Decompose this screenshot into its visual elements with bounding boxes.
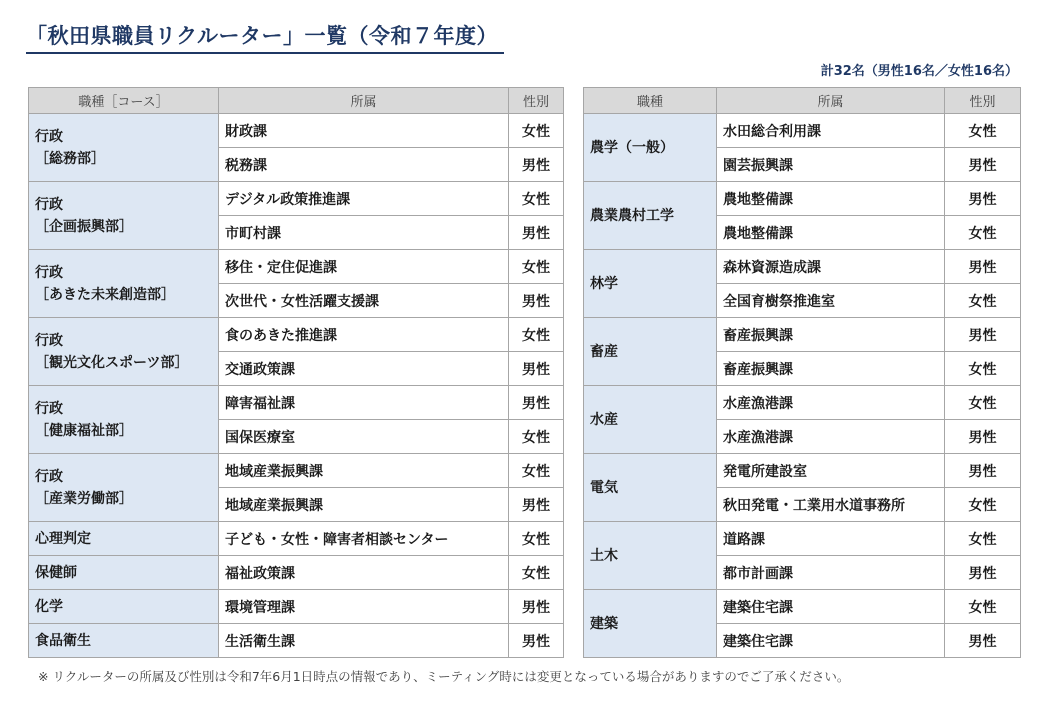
job-category-line: ［健康福祉部］ — [35, 422, 133, 439]
department-cell: 道路課 — [717, 522, 945, 556]
department-cell: 生活衛生課 — [219, 624, 509, 658]
job-category-cell — [29, 114, 219, 182]
job-category-cell — [29, 182, 219, 250]
job-category-line: 農業農村工学 — [590, 207, 674, 224]
table-header-row — [29, 88, 564, 114]
gender-cell: 男性 — [945, 420, 1021, 454]
department-cell: 食のあきた推進課 — [219, 318, 509, 352]
gender-cell: 男性 — [509, 488, 564, 522]
department-cell: 税務課 — [219, 148, 509, 182]
job-category-line: 心理判定 — [35, 530, 91, 547]
department-cell: 農地整備課 — [717, 182, 945, 216]
gender-cell: 女性 — [945, 386, 1021, 420]
gender-cell: 女性 — [509, 182, 564, 216]
job-category-cell — [29, 386, 219, 454]
recruiter-table-right — [583, 87, 1021, 658]
job-category-line: 建築 — [590, 615, 618, 632]
gender-cell: 女性 — [945, 522, 1021, 556]
table-body-left — [29, 114, 564, 658]
header-department: 所属 — [717, 88, 945, 114]
gender-cell: 男性 — [509, 148, 564, 182]
header-job-type: 職種［コース］ — [29, 88, 219, 114]
gender-cell: 男性 — [945, 182, 1021, 216]
department-cell: 都市計画課 — [717, 556, 945, 590]
department-cell: 地域産業振興課 — [219, 488, 509, 522]
table-row — [584, 182, 1021, 216]
gender-cell: 女性 — [945, 352, 1021, 386]
job-category-cell — [584, 318, 717, 386]
department-cell: 福祉政策課 — [219, 556, 509, 590]
department-cell: 移住・定住促進課 — [219, 250, 509, 284]
job-category-cell — [584, 250, 717, 318]
gender-cell: 女性 — [945, 216, 1021, 250]
table-row — [584, 454, 1021, 488]
gender-cell: 女性 — [945, 488, 1021, 522]
department-cell: 子ども・女性・障害者相談センター — [219, 522, 509, 556]
job-category-cell — [584, 114, 717, 182]
department-cell: 財政課 — [219, 114, 509, 148]
department-cell: 畜産振興課 — [717, 352, 945, 386]
gender-cell: 女性 — [945, 590, 1021, 624]
header-department: 所属 — [219, 88, 509, 114]
job-category-line: ［産業労働部］ — [35, 490, 133, 507]
gender-cell: 男性 — [509, 284, 564, 318]
job-category-line: 農学（一般） — [590, 139, 674, 156]
job-category-line: 畜産 — [590, 343, 618, 360]
gender-cell: 女性 — [509, 318, 564, 352]
department-cell: 次世代・女性活躍支援課 — [219, 284, 509, 318]
table-row — [29, 318, 564, 352]
gender-cell: 男性 — [509, 386, 564, 420]
job-category-line: ［観光文化スポーツ部］ — [35, 354, 189, 371]
department-cell: 発電所建設室 — [717, 454, 945, 488]
department-cell: 交通政策課 — [219, 352, 509, 386]
table-row — [29, 182, 564, 216]
gender-cell: 女性 — [945, 284, 1021, 318]
department-cell: 障害福祉課 — [219, 386, 509, 420]
job-category-line: ［総務部］ — [35, 150, 105, 167]
department-cell: 水田総合利用課 — [717, 114, 945, 148]
gender-cell: 男性 — [509, 352, 564, 386]
gender-cell: 女性 — [509, 114, 564, 148]
job-category-line: 行政 — [35, 196, 63, 213]
table-row — [584, 386, 1021, 420]
department-cell: 園芸振興課 — [717, 148, 945, 182]
job-category-cell — [29, 624, 219, 658]
gender-cell: 女性 — [509, 250, 564, 284]
department-cell: 農地整備課 — [717, 216, 945, 250]
table-row — [29, 590, 564, 624]
department-cell: 環境管理課 — [219, 590, 509, 624]
job-category-line: 行政 — [35, 332, 63, 349]
table-row — [29, 250, 564, 284]
job-category-cell — [584, 386, 717, 454]
job-category-line: 行政 — [35, 400, 63, 417]
job-category-line: 化学 — [35, 598, 63, 615]
job-category-line: 林学 — [590, 275, 618, 292]
gender-cell: 女性 — [509, 420, 564, 454]
table-header-row — [584, 88, 1021, 114]
table-row — [584, 114, 1021, 148]
department-cell: 市町村課 — [219, 216, 509, 250]
gender-cell: 女性 — [509, 454, 564, 488]
page-title: 「秋田県職員リクルーター」一覧（令和７年度） — [26, 20, 504, 54]
gender-cell: 男性 — [945, 148, 1021, 182]
recruiter-table-left — [28, 87, 564, 658]
job-category-cell — [29, 556, 219, 590]
department-cell: 畜産振興課 — [717, 318, 945, 352]
table-row — [29, 522, 564, 556]
job-category-line: 水産 — [590, 411, 618, 428]
gender-cell: 女性 — [509, 522, 564, 556]
table-row — [29, 114, 564, 148]
footnote: ※ リクルーターの所属及び性別は令和7年6月1日時点の情報であり、ミーティング時には変更となっている場合がありますのでご了承ください。 — [38, 669, 850, 684]
job-category-cell — [584, 590, 717, 658]
header-gender: 性別 — [945, 88, 1021, 114]
total-count: 計32名（男性16名／女性16名） — [820, 64, 1018, 79]
gender-cell: 男性 — [509, 590, 564, 624]
job-category-line: 電気 — [590, 479, 618, 496]
department-cell: 全国育樹祭推進室 — [717, 284, 945, 318]
gender-cell: 男性 — [509, 624, 564, 658]
job-category-cell — [584, 454, 717, 522]
job-category-line: 保健師 — [35, 564, 77, 581]
header-gender: 性別 — [509, 88, 564, 114]
job-category-cell — [29, 590, 219, 624]
gender-cell: 男性 — [945, 250, 1021, 284]
table-row — [584, 318, 1021, 352]
department-cell: 水産漁港課 — [717, 386, 945, 420]
job-category-line: 行政 — [35, 128, 63, 145]
department-cell: 建築住宅課 — [717, 590, 945, 624]
job-category-line: 行政 — [35, 468, 63, 485]
job-category-cell — [584, 182, 717, 250]
job-category-cell — [29, 522, 219, 556]
table-row — [29, 454, 564, 488]
department-cell: 秋田発電・工業用水道事務所 — [717, 488, 945, 522]
job-category-line: 食品衛生 — [35, 632, 91, 649]
gender-cell: 男性 — [945, 624, 1021, 658]
gender-cell: 男性 — [945, 454, 1021, 488]
gender-cell: 男性 — [509, 216, 564, 250]
job-category-line: 土木 — [590, 547, 618, 564]
job-category-cell — [29, 454, 219, 522]
gender-cell: 男性 — [945, 556, 1021, 590]
gender-cell: 男性 — [945, 318, 1021, 352]
gender-cell: 女性 — [945, 114, 1021, 148]
department-cell: 地域産業振興課 — [219, 454, 509, 488]
job-category-cell — [29, 318, 219, 386]
table-row — [29, 556, 564, 590]
table-row — [584, 590, 1021, 624]
gender-cell: 女性 — [509, 556, 564, 590]
department-cell: 建築住宅課 — [717, 624, 945, 658]
department-cell: 国保医療室 — [219, 420, 509, 454]
job-category-line: 行政 — [35, 264, 63, 281]
job-category-cell — [29, 250, 219, 318]
department-cell: 水産漁港課 — [717, 420, 945, 454]
table-row — [29, 624, 564, 658]
header-job-type: 職種 — [584, 88, 717, 114]
job-category-line: ［企画振興部］ — [35, 218, 133, 235]
table-body-right — [584, 114, 1021, 658]
table-row — [584, 522, 1021, 556]
table-row — [584, 250, 1021, 284]
department-cell: 森林資源造成課 — [717, 250, 945, 284]
job-category-line: ［あきた未来創造部］ — [35, 286, 175, 303]
department-cell: デジタル政策推進課 — [219, 182, 509, 216]
table-row — [29, 386, 564, 420]
job-category-cell — [584, 522, 717, 590]
